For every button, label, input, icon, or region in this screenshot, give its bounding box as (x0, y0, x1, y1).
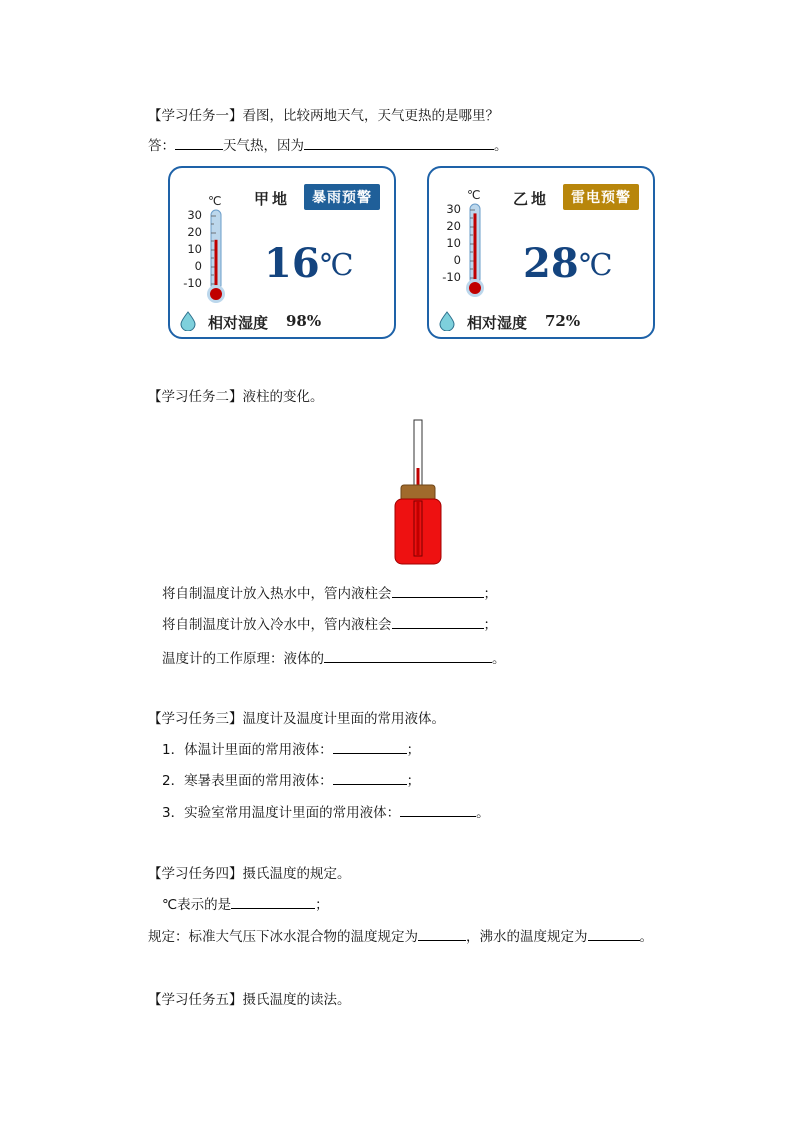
weather-card-b (427, 166, 655, 339)
task4-line2 (148, 925, 653, 945)
answer-blank[interactable] (400, 802, 476, 817)
answer-blank[interactable] (588, 926, 640, 941)
item-end: ； (406, 773, 421, 789)
scale-label: -10 (442, 270, 461, 284)
answer-blank-reason[interactable] (304, 135, 494, 150)
line-end: ； (483, 586, 497, 602)
thermometer-unit: ℃ (208, 194, 222, 208)
answer-blank[interactable] (392, 583, 484, 598)
task3-item (162, 801, 490, 821)
task3-item (162, 769, 420, 789)
line-text: 温度计的工作原理：液体的 (162, 651, 324, 667)
item-text: 1．体温计里面的常用液体： (162, 742, 333, 758)
item-end: 。 (476, 805, 490, 821)
answer-blank[interactable] (418, 926, 466, 941)
humidity-label: 相对湿度 (467, 314, 528, 332)
warning-badge: 暴雨预警 (304, 184, 380, 210)
answer-blank-place[interactable] (175, 135, 223, 150)
task3-item (162, 738, 420, 758)
scale-label: -10 (183, 276, 202, 290)
temperature-value: 28 (523, 240, 579, 287)
item-text: 3．实验室常用温度计里面的常用液体： (162, 805, 401, 821)
answer-blank[interactable] (231, 894, 315, 909)
line-text: 规定：标准大气压下冰水混合物的温度规定为 (148, 929, 418, 945)
item-text: 2．寒暑表里面的常用液体： (162, 773, 333, 789)
answer-end: 。 (494, 138, 508, 154)
answer-prefix: 答： (148, 138, 175, 154)
place-name: 乙地 (513, 190, 550, 208)
task2-line2 (162, 613, 497, 633)
scale-label: 20 (187, 225, 202, 239)
line-end: ； (483, 617, 497, 633)
task1-answer-line (148, 134, 508, 154)
line-end: 。 (639, 929, 653, 945)
answer-blank[interactable] (392, 614, 484, 629)
task1-title: 【学习任务一】看图，比较两地天气，天气更热的是哪里？ (148, 108, 499, 124)
scale-label: 20 (446, 219, 461, 233)
scale-label: 0 (194, 259, 202, 273)
weather-card-a (168, 166, 396, 339)
thermometer-icon (463, 202, 487, 298)
water-drop-icon (439, 311, 455, 331)
task2-title: 【学习任务二】液柱的变化。 (148, 389, 324, 405)
thermometer-icon (204, 208, 228, 304)
answer-mid: 天气热，因为 (223, 138, 304, 154)
task3-title: 【学习任务三】温度计及温度计里面的常用液体。 (148, 711, 445, 727)
item-end: ； (406, 742, 421, 758)
task4-title: 【学习任务四】摄氏温度的规定。 (148, 866, 351, 882)
humidity-label: 相对湿度 (208, 314, 269, 332)
answer-blank[interactable] (333, 739, 407, 754)
scale-label: 30 (446, 202, 461, 216)
water-drop-icon (180, 311, 196, 331)
temperature-unit: ℃ (579, 248, 613, 283)
warning-badge: 雷电预警 (563, 184, 639, 210)
task4-line1 (162, 893, 329, 913)
humidity-value: 72% (545, 312, 581, 330)
task2-line1 (162, 582, 497, 602)
task5-title: 【学习任务五】摄氏温度的读法。 (148, 992, 351, 1008)
line-text: 将自制温度计放入热水中，管内液柱会 (162, 586, 392, 602)
temperature-value: 16 (264, 240, 320, 287)
answer-blank[interactable] (324, 648, 492, 663)
scale-label: 10 (446, 236, 461, 250)
thermometer-unit: ℃ (467, 188, 481, 202)
homemade-thermometer-bottle-image (390, 418, 446, 566)
line-text: ℃表示的是 (162, 897, 232, 913)
task2-line3 (162, 647, 506, 667)
line-end: ； (315, 897, 329, 913)
answer-blank[interactable] (333, 770, 407, 785)
scale-label: 30 (187, 208, 202, 222)
line-text: 将自制温度计放入冷水中，管内液柱会 (162, 617, 392, 633)
place-name: 甲地 (254, 190, 291, 208)
humidity-value: 98% (286, 312, 322, 330)
line-end: 。 (492, 651, 506, 667)
scale-label: 10 (187, 242, 202, 256)
line-mid: ，沸水的温度规定为 (466, 929, 588, 945)
scale-label: 0 (453, 253, 461, 267)
temperature-unit: ℃ (320, 248, 354, 283)
